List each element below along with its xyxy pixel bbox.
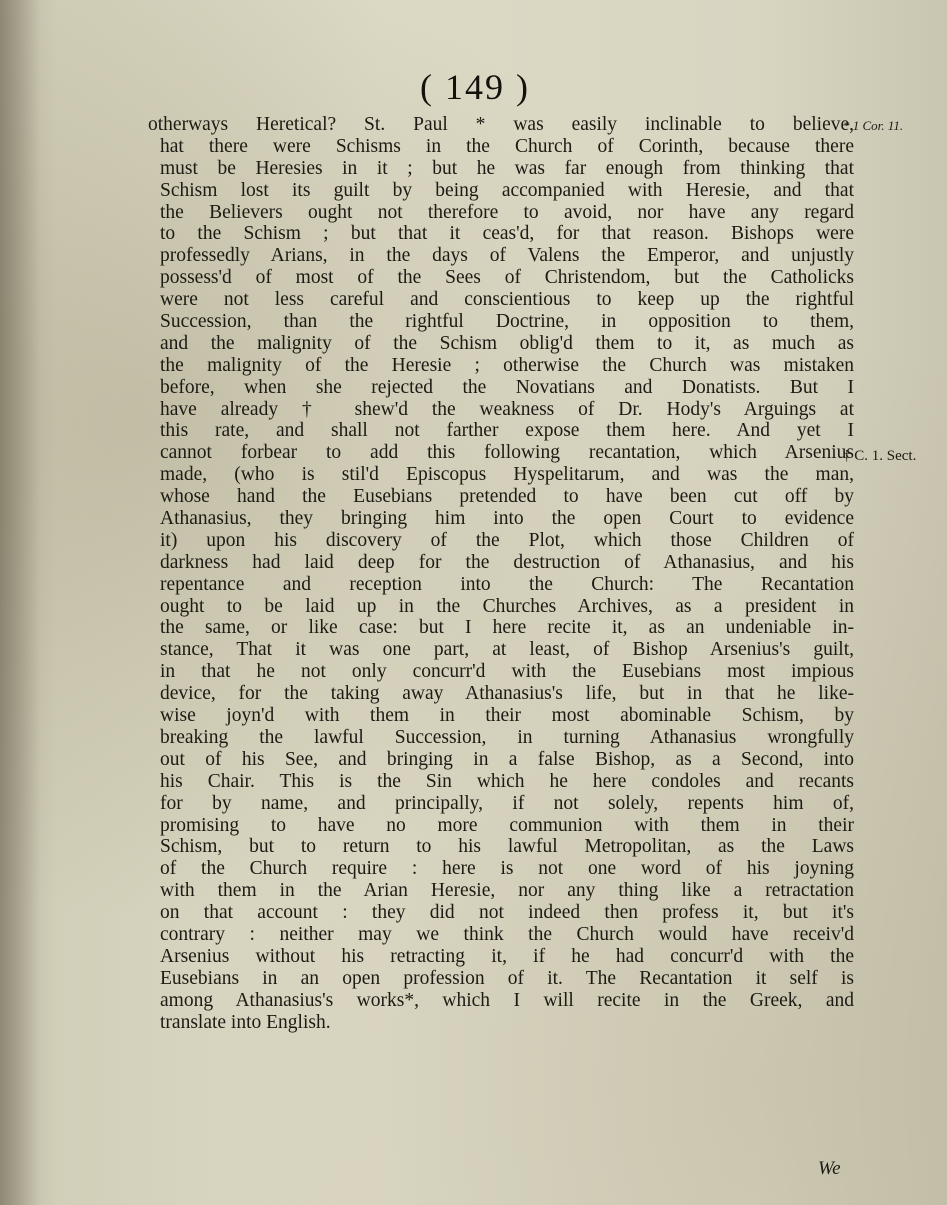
margin-note-section: † C. 1. Sect. (843, 448, 917, 464)
text-line: Succession, than the rightful Doctrine, in opposition to them, (160, 311, 854, 333)
text-line: in that he not only concurr'd with the Eusebians most impious (160, 661, 854, 683)
text-line: breaking the lawful Succession, in turning Athanasius wrongfully (160, 726, 854, 748)
text-line: ought to be laid up in the Churches Archives, as a president in (160, 595, 854, 617)
margin-note-corinthians: * 1 Cor. 11. (843, 118, 904, 133)
text-line: his Chair. This is the Sin which he here condoles and recants (160, 770, 854, 792)
text-line: this rate, and shall not farther expose them here. And yet I (160, 420, 854, 442)
text-line: among Athanasius's works*, which I will recite in the Greek, and (160, 989, 854, 1011)
text-line: Schism, but to return to his lawful Metropolitan, as the Laws (160, 836, 854, 858)
text-line: contrary : neither may we think the Church would have receiv'd (160, 923, 854, 945)
text-line: otherways Heretical? St. Paul * was easily inclinable to believe, (148, 114, 854, 135)
text-line: with them in the Arian Heresie, nor any thing like a retractation (160, 880, 854, 902)
text-line: possess'd of most of the Sees of Christendom, but the Catholicks (160, 267, 854, 289)
text-line: made, (who is stil'd Episcopus Hyspelitarum, and was the man, (160, 464, 854, 486)
text-line: Eusebians in an open profession of it. The Recantation it self is (160, 967, 854, 989)
text-line: before, when she rejected the Novatians and Donatists. But I (160, 376, 854, 398)
text-line: Schism lost its guilt by being accompanied with Heresie, and that (160, 179, 854, 201)
text-line: Athanasius, they bringing him into the open Court to evidence (160, 508, 854, 530)
text-line: stance, That it was one part, at least, of Bishop Arsenius's guilt, (160, 639, 854, 661)
text-line: promising to have no more communion with them in their (160, 814, 854, 836)
text-line: have already † shew'd the weakness of Dr. Hody's Arguings at (160, 398, 854, 420)
text-line: cannot forbear to add this following recantation, which Arsenius (160, 442, 854, 464)
text-line: device, for the taking away Athanasius's life, but in that he like- (160, 683, 854, 705)
catchword: We (818, 1158, 841, 1179)
text-line: the malignity of the Heresie ; otherwise the Church was mistaken (160, 354, 854, 376)
text-line: professedly Arians, in the days of Valens the Emperor, and unjustly (160, 245, 854, 267)
text-line: whose hand the Eusebians pretended to have been cut off by (160, 486, 854, 508)
text-line: darkness had laid deep for the destruction of Athanasius, and his (160, 551, 854, 573)
text-line: for by name, and principally, if not solely, repents him of, (160, 792, 854, 814)
text-line: translate into English. (160, 1011, 331, 1033)
text-line: it) upon his discovery of the Plot, which those Children of (160, 529, 854, 551)
text-line: were not less careful and conscientious to keep up the rightful (160, 289, 854, 311)
body-text (148, 114, 854, 1033)
page-number: ( 149 ) (420, 67, 530, 107)
text-line: must be Heresies in it ; but he was far enough from thinking that (160, 157, 854, 179)
text-line: wise joyn'd with them in their most abominable Schism, by (160, 705, 854, 727)
text-line: and the malignity of the Schism oblig'd them to it, as much as (160, 332, 854, 354)
text-line: repentance and reception into the Church: The Recantation (160, 573, 854, 595)
text-line: hat there were Schisms in the Church of Corinth, because there (160, 135, 854, 157)
text-line: the Believers ought not therefore to avoid, nor have any regard (160, 201, 854, 223)
text-line: out of his See, and bringing in a false Bishop, as a Second, into (160, 748, 854, 770)
gutter-shadow (0, 0, 40, 1205)
text-line: the same, or like case: but I here recite it, as an undeniable in- (160, 617, 854, 639)
text-line: Arsenius without his retracting it, if he had concurr'd with the (160, 945, 854, 967)
text-line: of the Church require : here is not one word of his joyning (160, 858, 854, 880)
text-line: on that account : they did not indeed then profess it, but it's (160, 902, 854, 924)
text-line: to the Schism ; but that it ceas'd, for that reason. Bishops were (160, 223, 854, 245)
